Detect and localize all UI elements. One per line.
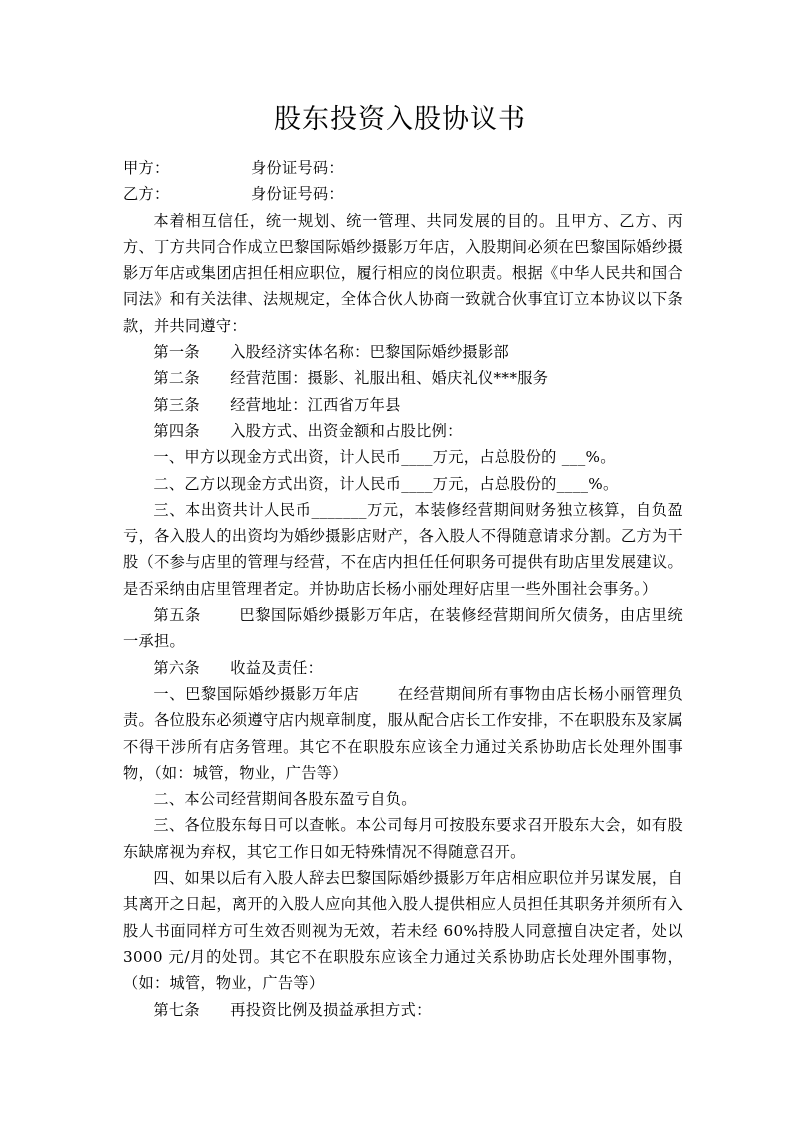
article-4-number: 第四条 [153, 421, 200, 440]
document-body [123, 155, 683, 1023]
preamble-paragraph: 本着相互信任，统一规划、统一管理、共同发展的目的。且甲方、乙方、丙方、丁方共同合作成立巴黎国际婚纱摄影万年店，入股期间必须在巴黎国际婚纱摄影万年店或集团店担任相应职位，履行相应的岗位职责。根据《中华人民共和国合同法》和有关法律、法规规定，全体合伙人协商一致就合伙事宜订立本协议以下条款，并共同遵守： [123, 211, 683, 335]
article-6-item-1-lead: 一、巴黎国际婚纱摄影万年店 [153, 684, 360, 703]
article-6-item-2: 二、本公司经营期间各股东盈亏自负。 [153, 790, 417, 809]
article-5 [123, 602, 683, 655]
article-2-number: 第二条 [153, 369, 200, 388]
article-3 [123, 392, 683, 418]
article-2 [123, 365, 683, 391]
article-5-text: 巴黎国际婚纱摄影万年店，在装修经营期间所欠债务，由店里统一承担。 [123, 606, 683, 651]
party-b-label: 乙方： [123, 185, 170, 204]
article-6 [123, 655, 683, 681]
article-3-number: 第三条 [153, 395, 200, 414]
article-7-text: 再投资比例及损益承担方式： [230, 1000, 432, 1019]
article-1 [123, 339, 683, 365]
party-a-label: 甲方： [123, 159, 170, 177]
article-5-number: 第五条 [153, 606, 201, 625]
article-1-text: 入股经济实体名称：巴黎国际婚纱摄影部 [230, 343, 510, 362]
article-7-number: 第七条 [153, 1000, 200, 1019]
party-b-id-label: 身份证号码： [251, 185, 344, 204]
article-6-item-1-body: 在经营期间所有事物由店长杨小丽管理负责。各位股东必须遵守店内规章制度，服从配合店长工作安排，不在职股东及家属不得干涉所有店务管理。其它不在职股东应该全力通过关系协助店长处理外围事物，（如：城管，物业，广告等） [123, 684, 683, 782]
article-3-text: 经营地址：江西省万年县 [230, 395, 401, 414]
article-1-number: 第一条 [153, 343, 200, 362]
article-2-text: 经营范围：摄影、礼服出租、婚庆礼仪***服务 [230, 369, 549, 388]
article-6-item-3: 三、各位股东每日可以查帐。本公司每月可按股东要求召开股东大会，如有股东缺席视为弃权，其它工作日如无特殊情况不得随意召开。 [123, 816, 683, 861]
party-a-row [123, 155, 683, 181]
article-6-item-1 [123, 681, 683, 786]
article-6-item-4: 四、如果以后有入股人辞去巴黎国际婚纱摄影万年店相应职位并另谋发展，自其离开之日起，离开的入股人应向其他入股人提供相应人员担任其职务并须所有入股人书面同样方可生效否则视为无效，若未经 60%持股人同意擅自决定者，处以 3000 元/月的处罚。其它不在职股东应该全力通过关系协助店长处理外围事物，（如：城管，物业，广告等） [123, 869, 683, 993]
article-4-item-2: 二、乙方以现金方式出资，计人民币____万元，占总股份的____%。 [153, 474, 619, 493]
article-4-text: 入股方式、出资金额和占股比例： [230, 421, 463, 440]
party-a-id-label: 身份证号码： [251, 159, 344, 177]
party-b-row [123, 181, 683, 207]
article-4 [123, 418, 683, 444]
document-title: 股东投资入股协议书 [274, 104, 526, 135]
article-4-item-3: 三、本出资共计人民币_______万元，本装修经营期间财务独立核算，自负盈亏，各入股人的出资均为婚纱摄影店财产，各入股人不得随意请求分割。乙方为干股（不参与店里的管理与经营，不在店内担任任何职务可提供有助店里发展建议。是否采纳由店里管理者定。并协助店长杨小丽处理好店里一些外围社会事务。） [123, 500, 683, 598]
article-6-number: 第六条 [153, 658, 200, 677]
article-6-text: 收益及责任： [230, 658, 324, 677]
article-4-item-1: 一、甲方以现金方式出资，计人民币____万元，占总股份的 ___%。 [153, 448, 616, 467]
article-7 [123, 997, 683, 1023]
